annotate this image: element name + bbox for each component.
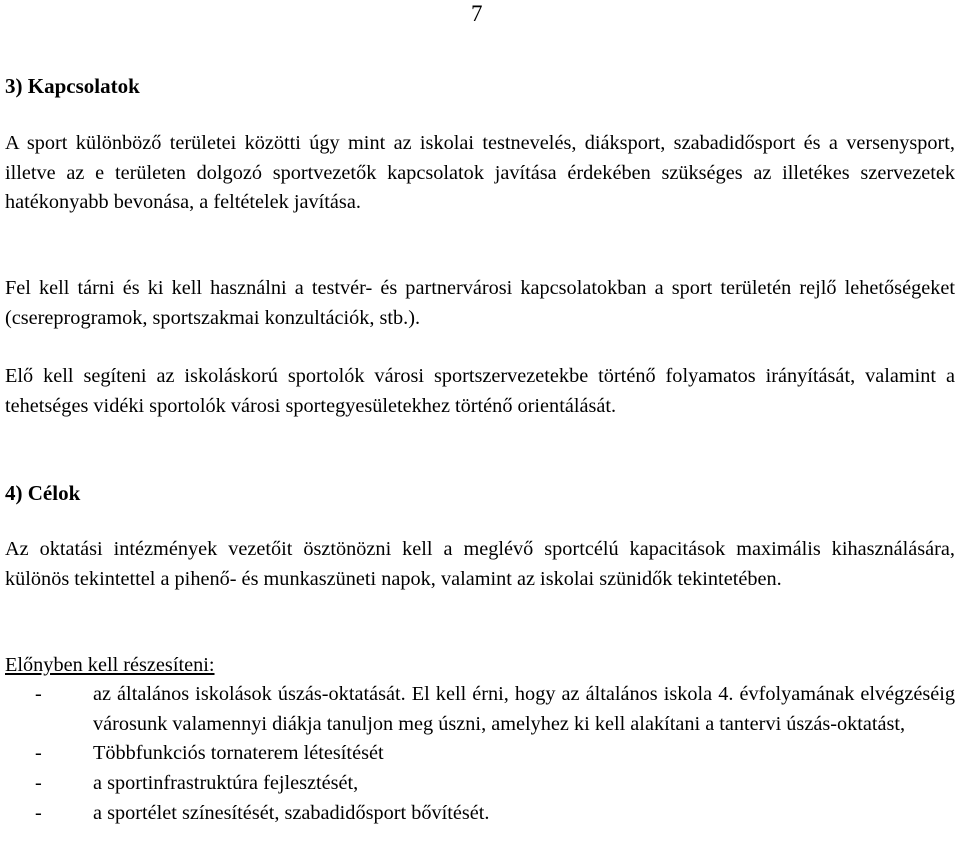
list-item-text: az általános iskolások úszás-oktatását. El kell érni, hogy az általános iskola 4. évfolyamának elvégzéséig városunk valamennyi diákja tanuljon meg úszni, amelyhez ki kell alakítani a tantervi úszás-oktatást, <box>93 683 955 735</box>
priority-label: Előnyben kell részesíteni: <box>5 654 215 676</box>
list-dash: - <box>35 742 42 765</box>
list-item-text: a sportélet színesítését, szabadidősport bővítését. <box>93 801 490 824</box>
page-number: 7 <box>471 1 483 26</box>
list-dash: - <box>35 772 42 795</box>
list-item <box>5 769 955 799</box>
list-dash: - <box>35 683 42 705</box>
section-3-paragraph-2: Fel kell tárni és ki kell használni a testvér- és partnervárosi kapcsolatokban a sport területén rejlő lehetőségeket (csereprogramok, sportszakmai konzultációk, stb.). <box>5 277 955 329</box>
section-4-heading: 4) Célok <box>5 481 81 505</box>
list-item-text: a sportinfrastruktúra fejlesztését, <box>93 772 359 795</box>
section-3-heading: 3) Kapcsolatok <box>5 74 140 98</box>
list-item <box>5 680 955 739</box>
list-item <box>5 739 955 769</box>
section-4-paragraph: Az oktatási intézmények vezetőit ösztönözni kell a meglévő sportcélú kapacitások maximális kihasználására, különös tekintettel a pihenő- és munkaszüneti napok, valamint az iskolai szünidők tekintetében. <box>5 538 955 590</box>
section-3-paragraph-1: A sport különböző területei közötti úgy mint az iskolai testnevelés, diáksport, szabadidősport és a versenysport, illetve az e területen dolgozó sportvezetők kapcsolatok javítása érdekében szükséges az illetékes szervezetek hatékonyabb bevonása, a feltételek javítása. <box>5 132 955 214</box>
priority-list <box>5 680 955 829</box>
list-item-text: Többfunkciós tornaterem létesítését <box>93 742 384 765</box>
list-dash: - <box>35 801 42 824</box>
section-3-paragraph-3: Elő kell segíteni az iskoláskorú sportolók városi sportszervezetekbe történő folyamatos irányítását, valamint a tehetséges vidéki sportolók városi sportegyesületekhez történő orientálását. <box>5 365 955 417</box>
list-item <box>5 799 955 829</box>
